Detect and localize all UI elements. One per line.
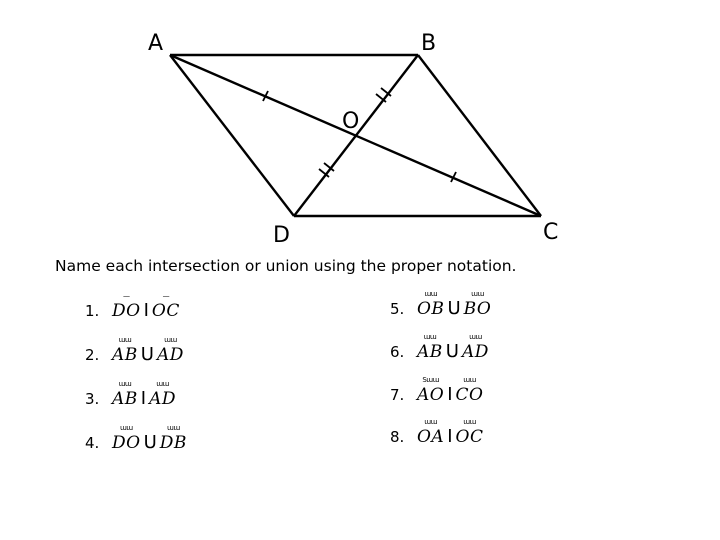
notation-mark: ɯɯ — [463, 418, 476, 426]
notation-mark: ɯɯ — [469, 333, 482, 341]
operand-text: AO — [417, 385, 445, 405]
problem-number: 6. — [390, 343, 405, 361]
side-bc — [418, 55, 541, 216]
notation-mark: — — [162, 292, 170, 300]
set-operator: I — [447, 384, 453, 405]
notation-expression — [417, 290, 492, 319]
operand-text: AB — [112, 389, 138, 409]
notation-mark: ɯɯ — [463, 376, 476, 384]
notation-mark: ɯɯ — [156, 380, 169, 388]
left-operand — [112, 380, 138, 409]
notation-mark: ɯɯ — [118, 380, 132, 388]
problem-number: 2. — [85, 346, 100, 364]
problem-number: 3. — [85, 390, 100, 408]
operand-text: AD — [149, 389, 177, 409]
set-operator: I — [140, 388, 147, 409]
left-operand — [417, 290, 445, 319]
notation-expression — [417, 376, 484, 405]
vertex-label-c: C — [543, 220, 559, 245]
right-operand — [156, 336, 184, 365]
notation-mark: ɯɯ — [119, 424, 133, 432]
operand-text: DB — [159, 433, 187, 453]
notation-mark: ɯɯ — [118, 336, 132, 344]
operand-text: OA — [417, 427, 445, 447]
notation-mark: ɯɯ — [164, 336, 177, 344]
set-operator: U — [447, 298, 461, 319]
notation-mark: ɯɯ — [167, 424, 180, 432]
operand-text: OB — [417, 299, 445, 319]
left-operand — [112, 424, 141, 453]
notation-mark: — — [123, 292, 130, 300]
problem-number: 5. — [390, 300, 405, 318]
vertex-label-b: B — [421, 31, 437, 56]
notation-expression — [112, 336, 184, 365]
set-operator: U — [445, 341, 459, 362]
operand-text: CO — [455, 385, 484, 405]
left-operand — [417, 418, 445, 447]
operand-text: AD — [156, 345, 184, 365]
notation-expression — [417, 418, 484, 447]
problem-number: 4. — [85, 434, 100, 452]
diagonal-bd — [294, 55, 418, 216]
left-operand — [112, 336, 138, 365]
left-operand — [417, 333, 443, 362]
right-operand — [159, 424, 187, 453]
operand-text: AD — [461, 342, 489, 362]
right-operand — [461, 333, 489, 362]
right-operand — [151, 292, 180, 321]
notation-expression — [112, 424, 187, 453]
problem-number: 1. — [85, 302, 100, 320]
notation-expression — [112, 292, 180, 321]
right-operand — [463, 290, 492, 319]
vertex-label-d: D — [273, 223, 290, 248]
problem-number: 7. — [390, 386, 405, 404]
notation-mark: ɯɯ — [424, 290, 438, 298]
left-operand — [112, 292, 141, 321]
notation-mark: ɯɯ — [424, 418, 437, 426]
problem-number: 8. — [390, 428, 405, 446]
operand-text: OC — [455, 427, 484, 447]
set-operator: U — [140, 344, 154, 365]
right-operand — [455, 418, 484, 447]
operand-text: DO — [112, 433, 141, 453]
vertex-label-a: A — [148, 31, 164, 56]
operand-text: AB — [112, 345, 138, 365]
notation-mark: ɯɯ — [423, 333, 437, 341]
side-da — [170, 55, 294, 216]
set-operator: I — [143, 300, 149, 321]
right-operand — [149, 380, 177, 409]
left-operand — [417, 376, 445, 405]
operand-text: BO — [463, 299, 492, 319]
operand-text: OC — [151, 301, 180, 321]
parallelogram-diagram — [0, 0, 720, 250]
set-operator: I — [447, 426, 453, 447]
notation-mark: ɯɯ — [471, 290, 484, 298]
notation-mark: Sɯɯ — [422, 376, 439, 384]
operand-text: DO — [112, 301, 141, 321]
notation-expression — [417, 333, 489, 362]
vertex-label-o: O — [342, 109, 360, 134]
instructions-text: Name each intersection or union using the proper notation. — [55, 257, 517, 275]
set-operator: U — [143, 432, 157, 453]
double-tick-mark-bo — [376, 88, 391, 102]
operand-text: AB — [417, 342, 443, 362]
notation-expression — [112, 380, 177, 409]
right-operand — [455, 376, 484, 405]
